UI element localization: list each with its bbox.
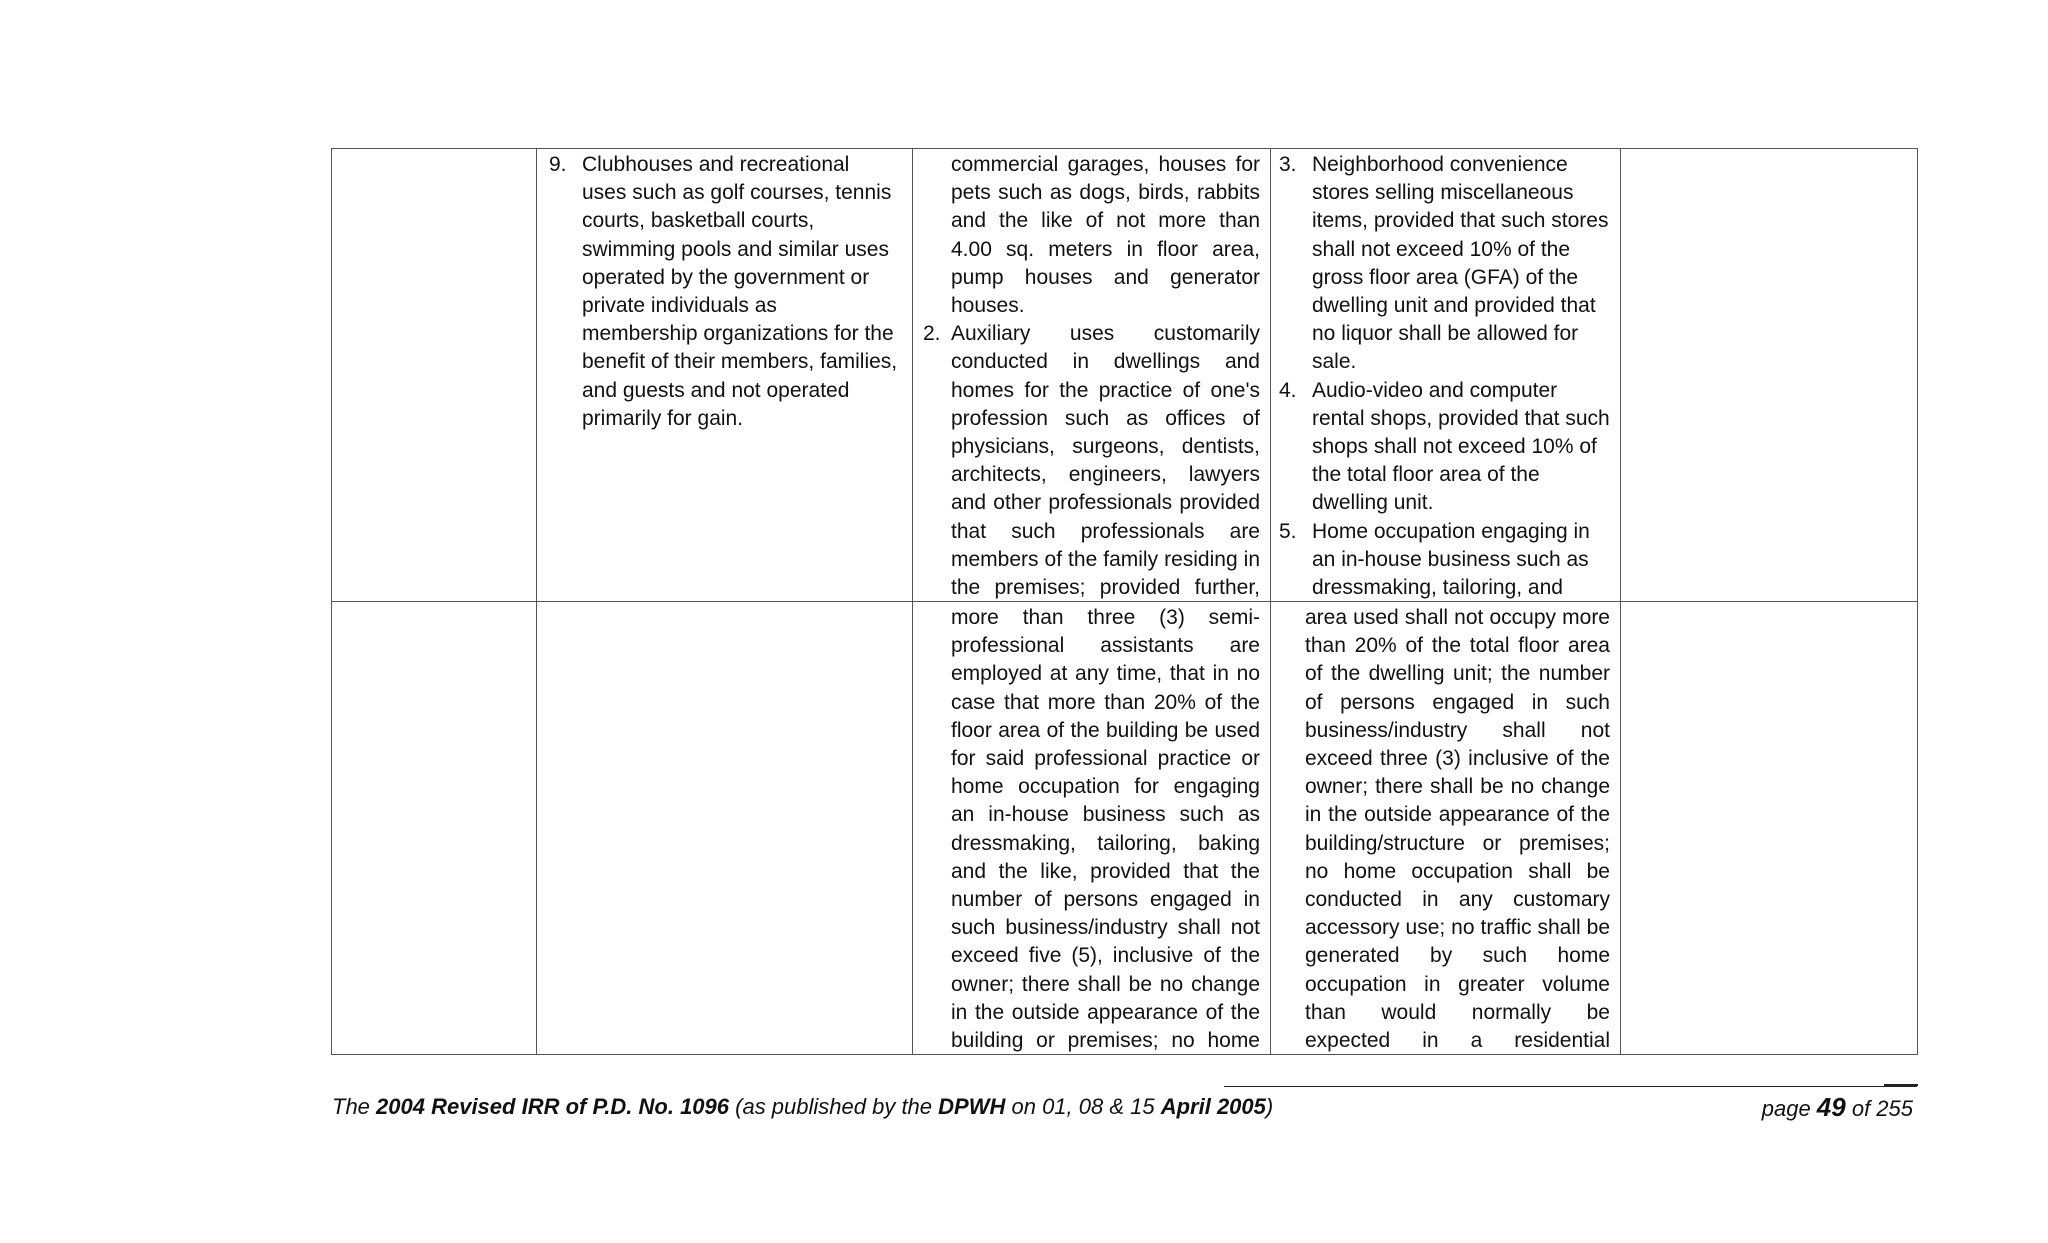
list-item-3 <box>1279 151 1610 377</box>
continued-text: more than three (3) semi-professional assistants are employed at any time, that in no case that more than 20% of the floor area of the building be used for said professional practice or home occupation for engaging an in-house business such as dressmaking, tailoring, baking and the like, provided that the number of persons engaged in such business/industry shall not exceed five (5), inclusive of the owner; there shall be no change in the outside appearance of the building or premises; no home <box>951 606 1260 1053</box>
table-cell-permitted-uses <box>537 149 913 602</box>
list-item-9 <box>549 151 898 433</box>
continued-text: area used shall not occupy more than 20% of the total floor area of the dwelling unit; the number of persons engaged in such business/industry shall not exceed three (3) inclusive of the owner; there shall be no change in the outside appearance of the building/structure or premises; no home occupation shall be conducted in any customary accessory use; no traffic shall be generated by such home occupation in greater volume than would normally be expected in a residential <box>1305 606 1610 1053</box>
table-row <box>332 149 1918 602</box>
table-cell-empty <box>1621 602 1918 1055</box>
list-item-number: 5. <box>1279 519 1297 543</box>
table-cell-accessory-uses <box>913 149 1271 602</box>
continued-text: commercial garages, houses for pets such as dogs, birds, rabbits and the like of not more than 4.00 sq. meters in floor area, pump houses and generator houses. <box>951 153 1260 318</box>
table-row <box>332 602 1918 1055</box>
table-cell-empty <box>537 602 913 1055</box>
list-item-number: 4. <box>1279 378 1297 402</box>
footer-divider-accent <box>1884 1084 1918 1086</box>
footer-doc-title: 2004 Revised IRR of P.D. No. 1096 <box>376 1094 730 1119</box>
table-cell-empty <box>332 602 537 1055</box>
list-item-text: Clubhouses and recreational uses such as golf courses, tennis courts, basketball courts, swimming pools and similar uses operated by the government or private individuals as membership organizations for the benefit of their members, families, and guests and not operated primarily for gain. <box>582 153 898 430</box>
footer-citation <box>332 1094 1273 1120</box>
list-item-text: Audio-video and computer rental shops, provided that such shops shall not exceed 10% of the total floor area of the dwelling unit. <box>1312 378 1610 515</box>
table-cell-conditional-uses <box>1271 149 1621 602</box>
list-item-number: 2. <box>923 322 941 346</box>
table-cell-accessory-uses <box>913 602 1271 1055</box>
zoning-uses-table <box>331 148 1918 1055</box>
footer-dates: on 01, 08 & 15 <box>1005 1094 1161 1119</box>
table-cell-empty <box>332 149 537 602</box>
footer-agency: DPWH <box>938 1094 1006 1119</box>
list-item-number: 3. <box>1279 153 1297 176</box>
list-item-5 <box>1279 518 1610 601</box>
list-item-text: Auxiliary uses customarily conducted in dwellings and homes for the practice of one's profession such as offices of physicians, surgeons, dentists, architects, engineers, lawyers and other professionals provided that such professionals are members of the family residing in the premises; provided further, <box>951 322 1260 600</box>
list-item-4 <box>1279 377 1610 518</box>
page-number-footer <box>1762 1092 1913 1123</box>
list-item-number: 9. <box>549 153 567 176</box>
page-total: of 255 <box>1845 1096 1913 1121</box>
footer-mid-text: (as published by the <box>729 1094 939 1119</box>
page-number: 49 <box>1816 1092 1846 1122</box>
table-cell-conditional-uses <box>1271 602 1621 1055</box>
footer-suffix: ) <box>1265 1094 1274 1119</box>
page-label: page <box>1761 1096 1817 1121</box>
table-cell-empty <box>1621 149 1918 602</box>
footer-date-bold: April 2005 <box>1160 1094 1266 1119</box>
list-item-2 <box>923 320 1260 601</box>
footer-divider <box>1224 1086 1917 1087</box>
list-item-text: Home occupation engaging in an in-house business such as dressmaking, tailoring, and <box>1312 519 1590 600</box>
list-item-text: Neighborhood convenience stores selling miscellaneous items, provided that such stores shall not exceed 10% of the gross floor area (GFA) of the dwelling unit and provided that no liquor shall be allowed for sale. <box>1312 153 1609 374</box>
footer-prefix: The <box>332 1094 377 1119</box>
